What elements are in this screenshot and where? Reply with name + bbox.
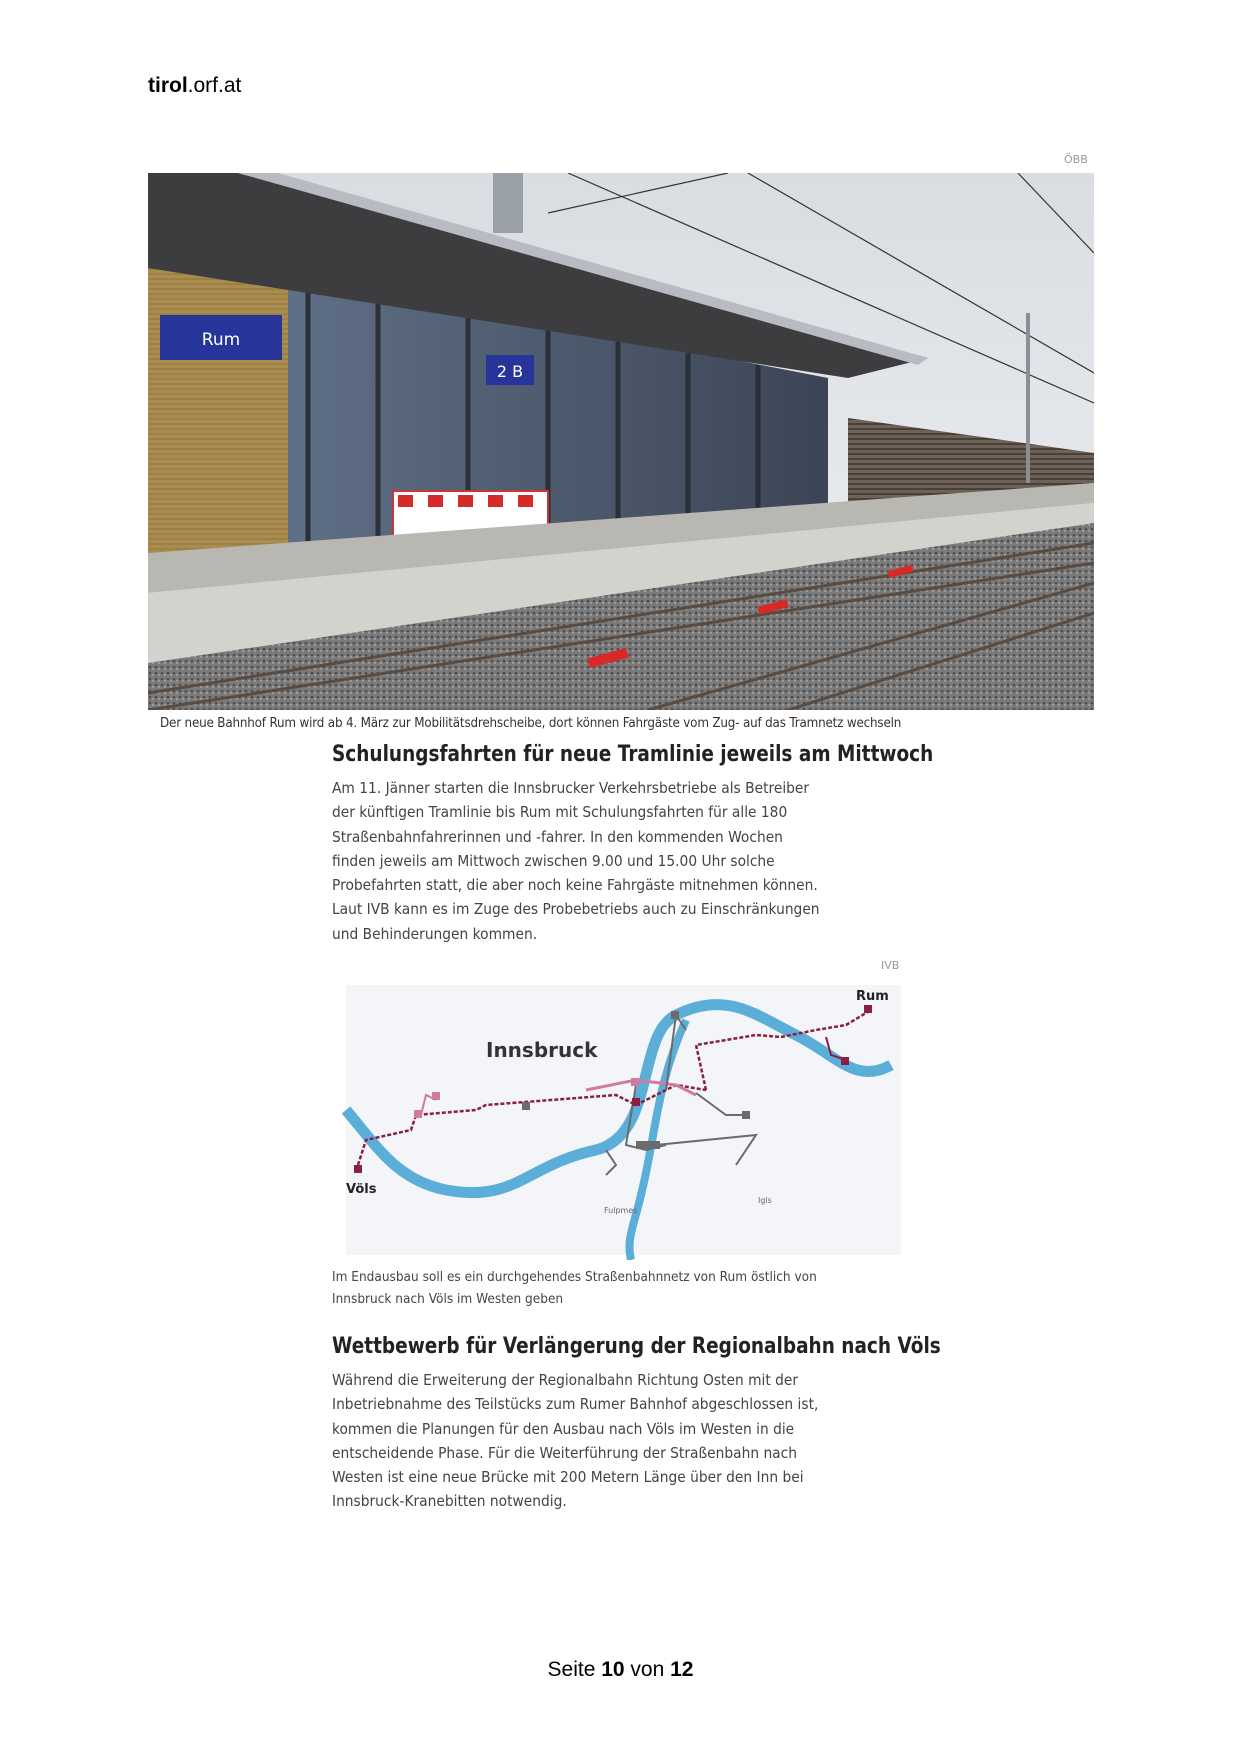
current-page: 10 xyxy=(601,1658,625,1681)
body-line: entscheidende Phase. Für die Weiterführung der Straßenbahn nach xyxy=(332,1443,797,1462)
body-line: Inbetriebnahme des Teilstücks zum Rumer Bahnhof abgeschlossen ist, xyxy=(332,1395,819,1414)
map-caption-line: Im Endausbau soll es ein durchgehendes Straßenbahnnetz von Rum östlich von xyxy=(332,1269,817,1285)
map-label-fulpmes: Fulpmes xyxy=(604,1206,638,1215)
body-line: kommen die Planungen für den Ausbau nach Völs im Westen in die xyxy=(332,1419,795,1438)
map-credit: IVB xyxy=(881,959,900,972)
map-label-igls: Igls xyxy=(758,1196,772,1205)
section-heading: Schulungsfahrten für neue Tramlinie jeweils am Mittwoch xyxy=(332,742,934,767)
map-label-voels: Völs xyxy=(346,1182,377,1197)
photo-credit: ÖBB xyxy=(1064,153,1088,166)
body-line: Probefahrten statt, die aber noch keine Fahrgäste mitnehmen können. xyxy=(332,876,818,895)
body-line: Laut IVB kann es im Zuge des Probebetriebs auch zu Einschränkungen xyxy=(332,900,820,919)
page-prefix: Seite xyxy=(547,1658,602,1681)
map-label-innsbruck: Innsbruck xyxy=(486,1038,598,1062)
station-photo xyxy=(148,173,1094,710)
map-caption-line: Innsbruck nach Völs im Westen geben xyxy=(332,1291,564,1307)
section-body xyxy=(332,776,911,946)
tram-network-map xyxy=(336,975,906,1260)
station-sign-text: Rum xyxy=(201,330,241,350)
photo-caption: Der neue Bahnhof Rum wird ab 4. März zur Mobilitätsdrehscheibe, dort können Fahrgäste vom Zug- auf das Tramnetz wechseln xyxy=(160,716,902,731)
map-label-rum: Rum xyxy=(856,989,889,1004)
body-line: Am 11. Jänner starten die Innsbrucker Verkehrsbetriebe als Betreiber xyxy=(332,779,810,797)
section-heading: Wettbewerb für Verlängerung der Regionalbahn nach Völs xyxy=(332,1334,941,1359)
site-name-bold: tirol xyxy=(148,74,188,97)
body-line: und Behinderungen kommen. xyxy=(332,924,538,943)
page-separator: von xyxy=(624,1658,671,1681)
page-number xyxy=(0,1658,1241,1682)
body-line: Straßenbahnfahrerinnen und -fahrer. In den kommenden Wochen xyxy=(332,827,783,846)
body-line: Innsbruck-Kranebitten notwendig. xyxy=(332,1492,567,1511)
map-caption xyxy=(332,1266,817,1310)
body-line: finden jeweils am Mittwoch zwischen 9.00 und 15.00 Uhr solche xyxy=(332,851,775,870)
total-pages: 12 xyxy=(670,1658,694,1681)
body-line: Während die Erweiterung der Regionalbahn Richtung Osten mit der xyxy=(332,1371,799,1389)
site-name xyxy=(148,74,241,98)
site-name-domain: .orf.at xyxy=(187,74,242,97)
body-line: Westen ist eine neue Brücke mit 200 Metern Länge über den Inn bei xyxy=(332,1468,804,1487)
body-line: der künftigen Tramlinie bis Rum mit Schulungsfahrten für alle 180 xyxy=(332,803,788,822)
section-body xyxy=(332,1368,911,1514)
platform-sign-text: 2 B xyxy=(496,362,524,381)
